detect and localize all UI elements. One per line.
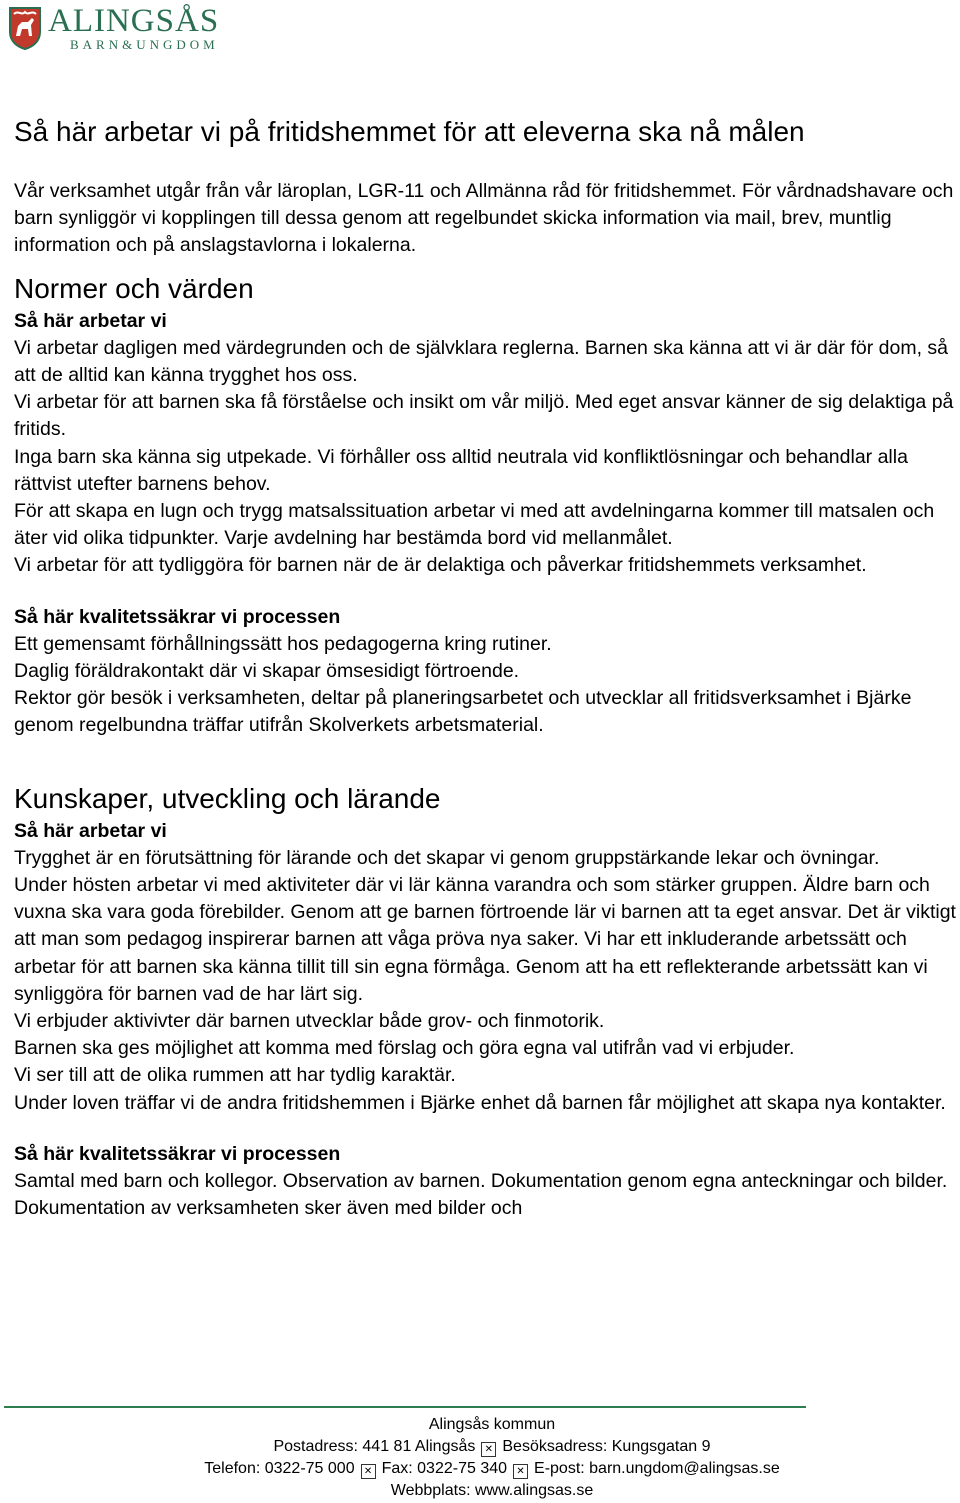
separator-icon: ✕ [361, 1464, 376, 1479]
page-title: Så här arbetar vi på fritidshemmet för att eleverna ska nå målen [14, 116, 805, 147]
paragraph: Barnen ska ges möjlighet att komma med förslag och göra egna val utifrån vad vi erbjuder. [14, 1037, 795, 1060]
paragraph: Inga barn ska känna sig utpekade. Vi förhåller oss alltid neutrala vid konfliktlösningar och behandlar alla rättvist utefter barnens behov. [14, 445, 908, 495]
paragraph: Vi arbetar för att barnen ska få förståelse och insikt om vår miljö. Med eget ansvar känner de sig delaktiga på fritids. [14, 391, 954, 441]
paragraph: Rektor gör besök i verksamheten, deltar på planeringsarbetet och utvecklar all fritidsverksamhet i Bjärke genom regelbundna träffar utifrån Skolverkets arbetsmaterial. [14, 687, 912, 737]
coat-of-arms-icon [8, 6, 42, 50]
logo-name: ALINGSÅS [48, 3, 220, 39]
paragraph: Under loven träffar vi de andra fritidshemmen i Bjärke enhet då barnen får möjlighet att skapa nya kontakter. [14, 1091, 946, 1114]
footer-postal: Postadress: 441 81 Alingsås [273, 1438, 476, 1455]
footer-divider [4, 1406, 806, 1408]
logo [8, 4, 219, 52]
paragraph: Vi erbjuder aktivivter där barnen utvecklar både grov- och finmotorik. [14, 1010, 605, 1033]
section-heading-knowledge: Kunskaper, utveckling och lärande [14, 782, 441, 814]
subheading-work: Så här arbetar vi [14, 819, 167, 842]
footer-org: Alingsås kommun [428, 1416, 556, 1433]
paragraph: Daglig föräldrakontakt där vi skapar ömsesidigt förtroende. [14, 660, 520, 683]
paragraph: För att skapa en lugn och trygg matsalssituation arbetar vi med att avdelningarna kommer till matsalen och äter vid olika tidpunkter. Varje avdelning har bestämda bord vid mellanmålet. [14, 500, 935, 550]
paragraph: Vi ser till att de olika rummen att har tydlig karaktär. [14, 1064, 456, 1087]
paragraph: Trygghet är en förutsättning för lärande och det skapar vi genom gruppstärkande lekar och övningar. [14, 846, 880, 869]
footer-email[interactable]: E-post: barn.ungdom@alingsas.se [534, 1460, 780, 1477]
subheading-work: Så här arbetar vi [14, 309, 167, 332]
footer-phone: Telefon: 0322-75 000 [204, 1460, 355, 1477]
paragraph: Samtal med barn och kollegor. Observation av barnen. Dokumentation genom egna anteckningar och bilder. Dokumentation av verksamheten sker även med bilder och [14, 1170, 948, 1220]
paragraph: Under hösten arbetar vi med aktiviteter där vi lär känna varandra och som stärker gruppen. Äldre barn och vuxna ska vara goda förebilder. Genom att ge barnen förtroende lär vi barnen att ta eget ansvar. Det är viktigt att man som pedagog inspirerar barnen att våga pröva nya saker. Vi har ett inkluderande arbetssätt och arbetar för att barnen ska känna tillit till sin egna förmåga. Genom att ha ett reflekterande arbetssätt kan vi synliggöra för barnen vad de har lärt sig. [14, 874, 956, 1005]
paragraph: Ett gemensamt förhållningssätt hos pedagogerna kring rutiner. [14, 632, 552, 655]
separator-icon: ✕ [481, 1442, 496, 1457]
footer-visit: Besöksadress: Kungsgatan 9 [502, 1438, 711, 1455]
intro-paragraph: Vår verksamhet utgår från vår läroplan, LGR-11 och Allmänna råd för fritidshemmet. För vårdnadshavare och barn synliggör vi kopplingen till dessa genom att regelbundet skicka information via mail, brev, muntlig information och på anslagstavlorna i lokalerna. [14, 180, 954, 257]
footer [0, 1414, 960, 1502]
paragraph: Vi arbetar dagligen med värdegrunden och de självklara reglerna. Barnen ska känna att vi är där för dom, så att de alltid kan känna trygghet hos oss. [14, 336, 949, 387]
subheading-quality: Så här kvalitetssäkrar vi processen [14, 605, 341, 628]
footer-web[interactable]: Webbplats: www.alingsas.se [390, 1482, 594, 1499]
footer-fax: Fax: 0322-75 340 [381, 1460, 508, 1477]
document-body [14, 112, 956, 1223]
paragraph: Vi arbetar för att tydliggöra för barnen när de är delaktiga och påverkar fritidshemmets verksamhet. [14, 554, 867, 577]
section-heading-norms: Normer och värden [14, 272, 254, 304]
subheading-quality: Så här kvalitetssäkrar vi processen [14, 1142, 341, 1165]
separator-icon: ✕ [513, 1464, 528, 1479]
logo-subtitle: BARN&UNGDOM [70, 37, 219, 52]
